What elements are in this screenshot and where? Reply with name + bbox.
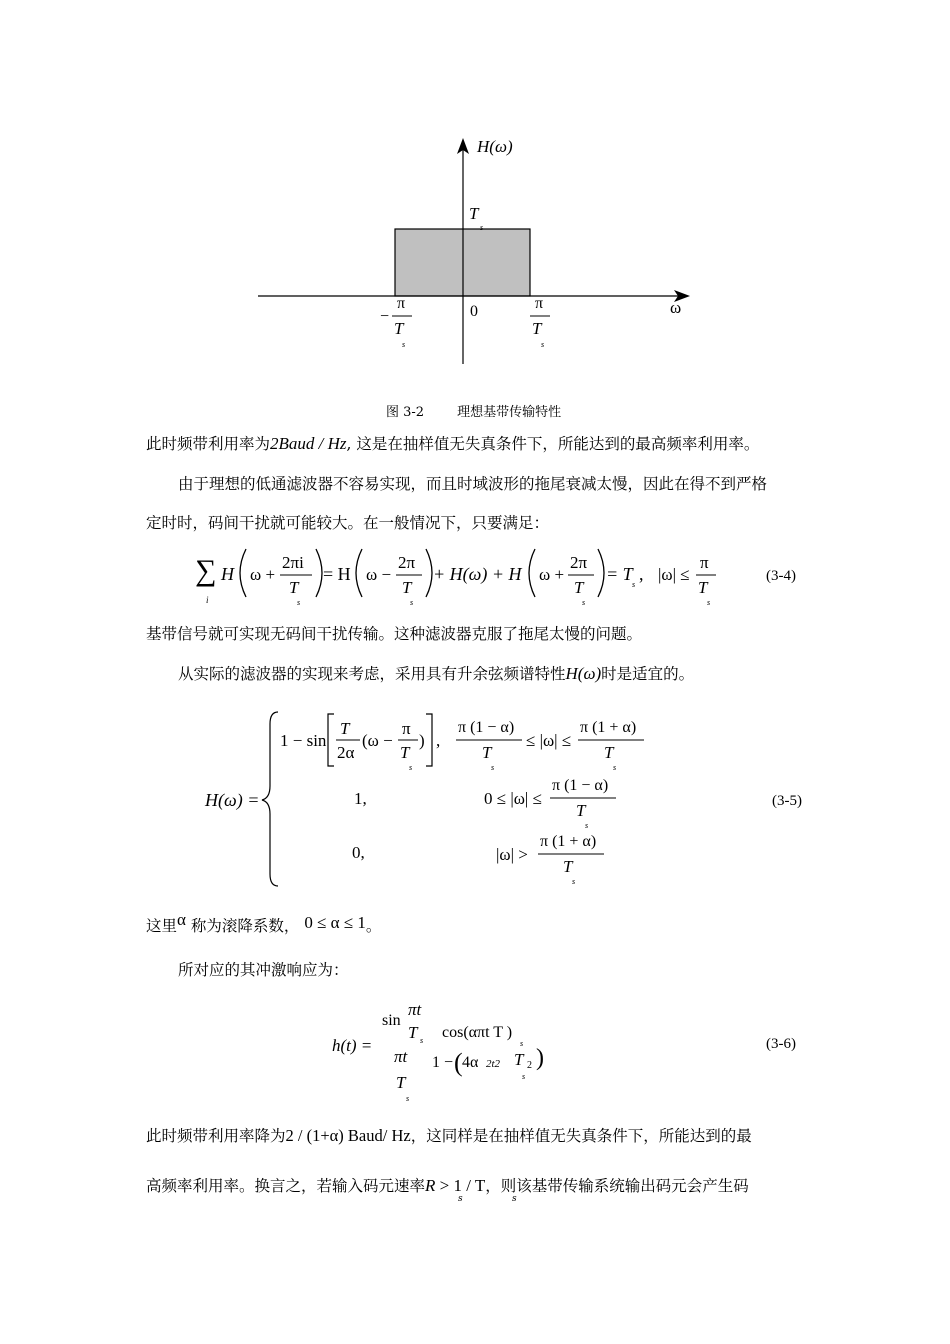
eq34-t1-num: 2πi <box>282 553 304 572</box>
p8-sub-2: s <box>512 1194 517 1204</box>
eq34-t3-den-sub: s <box>582 598 586 607</box>
eq35-r1-fden: 2α <box>337 743 355 762</box>
eq35-r1-fnum: T <box>340 719 350 738</box>
eq35-r1-end: ) <box>419 731 425 750</box>
p4-math: H(ω) <box>565 664 602 683</box>
eq34-sum-sub: i <box>206 595 209 605</box>
y-axis-label: H(ω) <box>477 137 513 156</box>
eq35-r1-c-num2: π (1 + α) <box>580 719 637 736</box>
eq34-cond-num: π <box>700 553 709 572</box>
eq35-r1-pden: T <box>400 743 410 762</box>
eq34-paren1-left <box>240 549 246 597</box>
eq34-t2-pre: ω − <box>366 565 392 584</box>
eq34-rhs-sub: s <box>632 580 636 589</box>
eq35-r3-c-den-sub: s <box>572 877 576 886</box>
eq35-r1-c-den2: T <box>604 743 614 762</box>
paragraph-2-line1: 由于理想的低通滤波器不容易实现，而且时域波形的拖尾衰减太慢，因此在得不到严格 <box>178 475 768 493</box>
eq35-r3-c-den: T <box>563 857 573 876</box>
eq35-r3-c-num: π (1 + α) <box>540 833 597 850</box>
eq35-r1-pnum: π <box>402 719 411 738</box>
eq36-pt: πt <box>408 1000 422 1019</box>
eq36-T-sub: s <box>420 1036 424 1045</box>
p5-alpha: α <box>177 910 186 929</box>
eq36-lhs: h(t) = <box>332 1036 373 1055</box>
p5-text-a: 这里 <box>146 917 178 935</box>
paragraph-3: 基带信号就可实现无码间干扰传输。这种滤波器克服了拖尾太慢的问题。 <box>146 625 643 643</box>
eq35-r2-c-pre: 0 ≤ |ω| ≤ <box>484 789 542 808</box>
paragraph-7 <box>146 1126 752 1146</box>
p8-text-a: 高频率利用率。换言之，若输入码元速率 <box>146 1177 426 1195</box>
eq36-cos: cos(απt T ) <box>442 1024 513 1041</box>
eq36-pt2: πt <box>394 1047 408 1066</box>
eq34-t2-den-sub: s <box>410 598 414 607</box>
paragraph-1 <box>146 434 759 454</box>
eq35-r1-mid: (ω − <box>362 731 393 750</box>
eq36-one-minus: 1 − <box>432 1054 454 1071</box>
eq35-r1-c-num1: π (1 − α) <box>458 719 515 736</box>
eq34-sum: ∑ <box>195 554 217 587</box>
p7-text-b: ，这同样是在抽样值无失真条件下，所能达到的最 <box>410 1127 752 1145</box>
eq36-Ts2-sub: s <box>522 1072 526 1081</box>
paragraph-5 <box>146 910 382 936</box>
equation-3-4 <box>0 535 950 615</box>
left-sign: − <box>380 308 390 325</box>
p1-text-b: , 这是在抽样值无失真条件下，所能达到的最高频率利用率。 <box>346 435 760 453</box>
p5-math: 0 ≤ α ≤ 1 <box>304 913 366 932</box>
eq36-T2-sub: s <box>406 1094 410 1103</box>
eq35-r1-c-den1: T <box>482 743 492 762</box>
p8-math-rest: > 1 / T <box>435 1176 486 1195</box>
eq35-r1-c-den2-sub: s <box>613 763 617 772</box>
p4-text-a: 从实际的滤波器的实现来考虑，采用具有升余弦频谱特性 <box>178 665 566 683</box>
eq35-r2-val: 1, <box>354 789 367 808</box>
x-axis-label: ω <box>670 298 682 317</box>
eq34-paren2-right <box>426 549 432 597</box>
paragraph-4 <box>178 664 694 684</box>
eq35-r1-comma: , <box>436 731 441 750</box>
height-label: T <box>469 204 479 223</box>
eq35-lhs: H(ω) = <box>205 790 260 810</box>
paragraph-8 <box>146 1176 749 1196</box>
left-num: π <box>397 295 406 312</box>
eq34-cond-den: T <box>698 578 708 597</box>
eq35-r1-c-den1-sub: s <box>491 763 495 772</box>
eq36-T2: T <box>396 1073 406 1092</box>
left-den: T <box>394 319 404 338</box>
eq35-bracket-left <box>328 714 334 766</box>
p8-sub-1: s <box>458 1194 463 1204</box>
eq34-t2-den: T <box>402 578 412 597</box>
p4-text-b: 时是适宜的。 <box>601 665 695 683</box>
eq34-rhs: = T <box>606 564 633 584</box>
eq34-t1-den-sub: s <box>297 598 301 607</box>
eq34-paren3-left <box>529 549 535 597</box>
figure-caption: 图 3-2 理想基带传输特性 <box>386 405 562 420</box>
p7-math: 2 / (1+α) Baud/ Hz <box>285 1126 411 1145</box>
eq35-number: (3-5) <box>772 793 802 809</box>
eq35-r2-c-den: T <box>576 801 586 820</box>
right-num: π <box>535 295 544 312</box>
eq36-sq: 2 <box>527 1060 532 1071</box>
eq34-cond: |ω| ≤ <box>658 565 690 584</box>
paragraph-2-line2: 定时时，码间干扰就可能较大。在一般情况下，只要满足： <box>146 514 550 532</box>
eq34-mid: + H(ω) + H <box>433 564 522 584</box>
eq36-four-alpha: 4α <box>462 1054 479 1071</box>
eq36-cos-sub: s <box>520 1039 524 1048</box>
ideal-baseband-figure <box>0 0 950 440</box>
eq36-Ts2: T <box>514 1050 524 1069</box>
p5-text-c: 。 <box>365 917 382 935</box>
eq34-comma: , <box>639 564 644 584</box>
eq35-r1-pden-sub: s <box>409 763 413 772</box>
eq34-cond-den-sub: s <box>707 598 711 607</box>
eq36-T: T <box>408 1023 418 1042</box>
eq35-r3-val: 0, <box>352 843 365 862</box>
height-sub: s <box>480 223 484 232</box>
eq34-paren1-right <box>316 549 322 597</box>
eq36-number: (3-6) <box>766 1036 796 1052</box>
eq34-t3-num: 2π <box>570 553 588 572</box>
eq34-paren3-right <box>598 549 604 597</box>
eq34-paren2-left <box>356 549 362 597</box>
p8-text-b: ，则该基带传输系统输出码元会产生码 <box>485 1177 749 1195</box>
eq35-bracket-right <box>426 714 432 766</box>
eq35-r3-c-pre: |ω| > <box>496 845 528 864</box>
eq34-t1-pre: ω + <box>250 565 276 584</box>
eq34-t2-num: 2π <box>398 553 416 572</box>
equation-3-6 <box>0 995 950 1110</box>
p5-text-b: 称为滚降系数， <box>190 917 300 935</box>
eq36-paren-close: ) <box>536 1045 544 1071</box>
equation-3-5 <box>0 700 950 900</box>
origin-label: 0 <box>470 303 478 320</box>
p1-math: 2Baud / Hz <box>270 434 347 453</box>
eq36-sin: sin <box>382 1012 401 1029</box>
p7-text-a: 此时频带利用率降为 <box>146 1127 286 1145</box>
eq35-r2-c-num: π (1 − α) <box>552 777 609 794</box>
eq35-brace <box>262 712 278 886</box>
eq34-eq1: = H <box>323 564 351 584</box>
eq34-number: (3-4) <box>766 568 796 584</box>
eq34-H1: H <box>221 564 234 584</box>
eq36-t2: 2t2 <box>486 1058 501 1070</box>
eq35-r2-c-den-sub: s <box>585 821 589 830</box>
eq35-r1-pre: 1 − sin <box>280 731 327 750</box>
eq34-t3-pre: ω + <box>539 565 565 584</box>
right-den-sub: s <box>541 340 545 349</box>
eq36-paren-open: ( <box>454 1048 463 1077</box>
p8-math-R: R <box>425 1176 436 1195</box>
left-den-sub: s <box>402 340 406 349</box>
paragraph-6: 所对应的其冲激响应为： <box>178 961 349 979</box>
eq35-r1-c-mid: ≤ |ω| ≤ <box>526 731 572 750</box>
p1-text-a: 此时频带利用率为 <box>146 435 271 453</box>
right-den: T <box>532 319 542 338</box>
eq34-t1-den: T <box>289 578 299 597</box>
eq34-t3-den: T <box>574 578 584 597</box>
